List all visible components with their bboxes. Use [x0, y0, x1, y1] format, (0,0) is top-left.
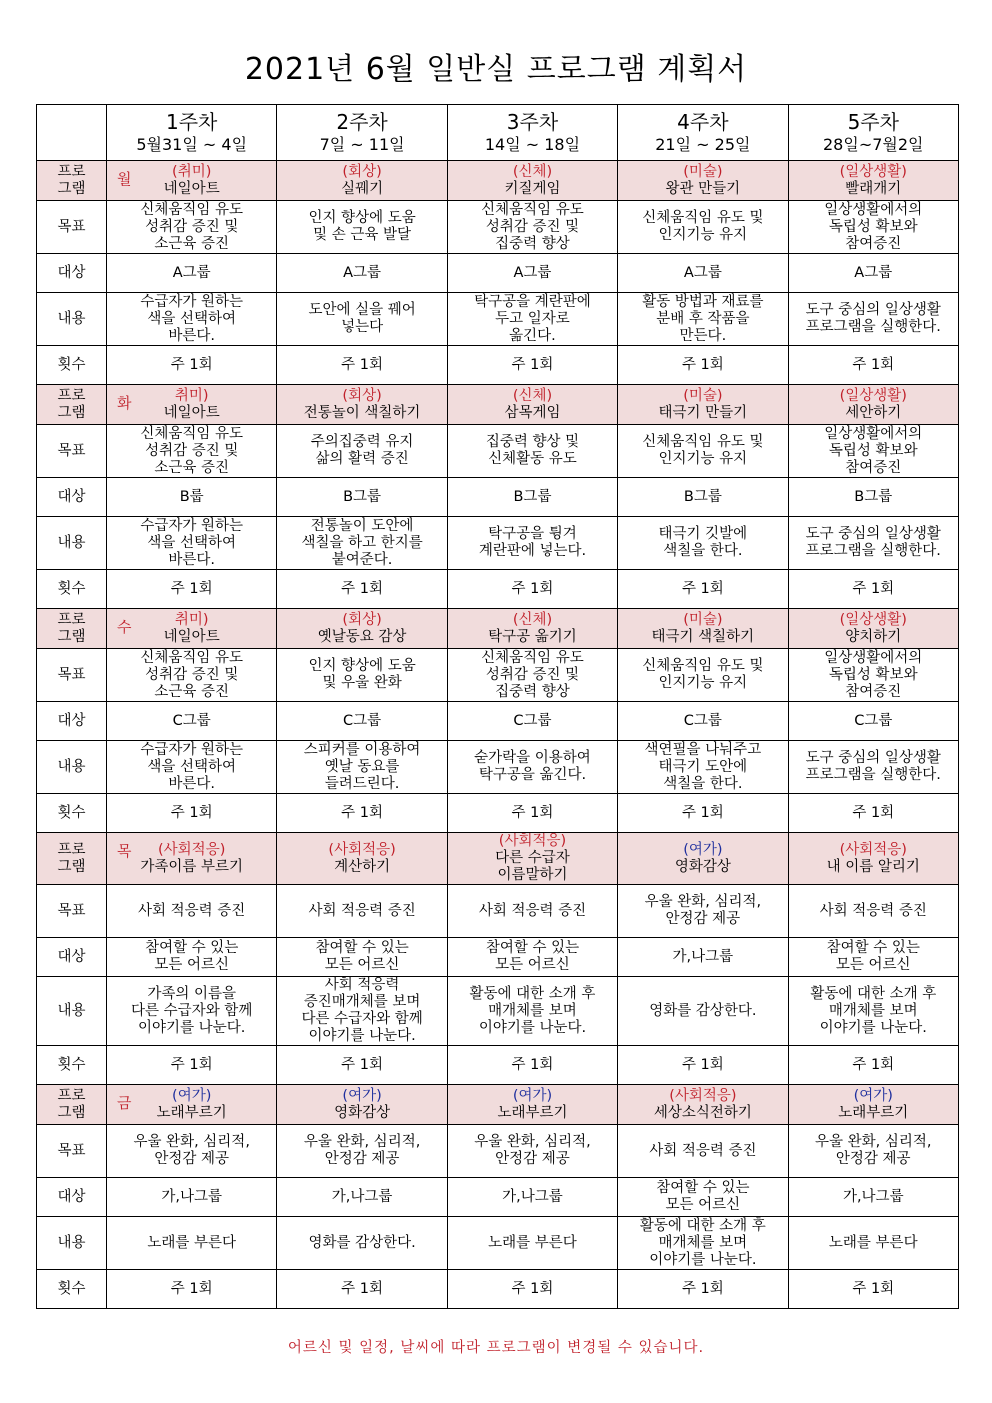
row-label-target: 대상 [37, 478, 107, 517]
program-name: 노래부르기 [497, 1104, 568, 1121]
week-label: 4주차 [677, 109, 729, 134]
program-name: 세안하기 [845, 404, 902, 421]
goal-row [37, 885, 959, 938]
row-label-program: 프로 그램 [37, 1085, 107, 1125]
content-cell: 도구 중심의 일상생활 프로그램을 실행한다. [788, 741, 958, 794]
count-cell: 주 1회 [618, 570, 788, 609]
target-cell: 가,나그룹 [447, 1178, 617, 1217]
goal-cell: 신체움직임 유도 성취감 증진 및 소근육 증진 [107, 425, 277, 478]
target-row [37, 478, 959, 517]
program-cell [618, 833, 788, 885]
week-header [618, 105, 788, 161]
program-category: (사회적응) [669, 1087, 737, 1104]
row-label-content: 내용 [37, 517, 107, 570]
week-header [107, 105, 277, 161]
row-label-goal: 목표 [37, 885, 107, 938]
program-category: 취미) [174, 387, 209, 404]
program-category: (신체) [512, 611, 553, 628]
count-row [37, 1270, 959, 1309]
program-name: 태극기 색칠하기 [651, 628, 755, 645]
program-row [37, 161, 959, 201]
goal-cell: 우울 완화, 심리적, 안정감 제공 [618, 885, 788, 938]
program-cell [618, 385, 788, 425]
week-dates: 7일 ~ 11일 [319, 134, 405, 154]
program-category: (여가) [853, 1087, 893, 1104]
page-title: 2021년 6월 일반실 프로그램 계획서 [244, 52, 748, 87]
target-cell: C그룹 [447, 702, 617, 741]
target-row [37, 1178, 959, 1217]
program-cell [107, 833, 277, 885]
row-label-goal: 목표 [37, 1125, 107, 1178]
row-label-count: 횟수 [37, 346, 107, 385]
row-label-program: 프로 그램 [37, 385, 107, 425]
goal-cell: 인지 향상에 도움 및 우울 완화 [277, 649, 447, 702]
goal-cell: 신체움직임 유도 및 인지기능 유지 [618, 201, 788, 254]
goal-cell: 사회 적응력 증진 [277, 885, 447, 938]
count-cell: 주 1회 [277, 570, 447, 609]
program-cell [107, 385, 277, 425]
program-cell [788, 1085, 958, 1125]
program-name: 전통놀이 색칠하기 [303, 404, 421, 421]
goal-cell: 일상생활에서의 독립성 확보와 참여증진 [788, 425, 958, 478]
row-label-program: 프로 그램 [37, 609, 107, 649]
count-cell: 주 1회 [277, 794, 447, 833]
goal-cell: 우울 완화, 심리적, 안정감 제공 [788, 1125, 958, 1178]
content-cell: 수급자가 원하는 색을 선택하여 바른다. [107, 293, 277, 346]
program-category: 취미) [174, 611, 209, 628]
day-label: 화 [117, 394, 132, 412]
program-name: 가족이름 부르기 [140, 858, 244, 875]
content-cell: 수급자가 원하는 색을 선택하여 바른다. [107, 517, 277, 570]
target-cell: 가,나그룹 [107, 1178, 277, 1217]
program-cell [788, 385, 958, 425]
program-name: 태극기 만들기 [658, 404, 748, 421]
content-cell: 활동에 대한 소개 후 매개체를 보며 이야기를 나눈다. [788, 977, 958, 1046]
week-header [277, 105, 447, 161]
goal-row [37, 425, 959, 478]
count-cell: 주 1회 [788, 1046, 958, 1085]
goal-cell: 신체움직임 유도 성취감 증진 및 소근육 증진 [107, 201, 277, 254]
count-cell: 주 1회 [447, 794, 617, 833]
program-cell [618, 161, 788, 201]
row-label-target: 대상 [37, 1178, 107, 1217]
content-cell: 탁구공을 튕겨 계란판에 넣는다. [447, 517, 617, 570]
program-cell [618, 609, 788, 649]
program-cell [447, 609, 617, 649]
content-cell: 탁구공을 계란판에 두고 일자로 옮긴다. [447, 293, 617, 346]
target-cell: 참여할 수 있는 모든 어르신 [618, 1178, 788, 1217]
count-cell: 주 1회 [277, 346, 447, 385]
row-label-goal: 목표 [37, 201, 107, 254]
row-label-program: 프로 그램 [37, 161, 107, 201]
row-label-count: 횟수 [37, 1046, 107, 1085]
program-category: (신체) [512, 387, 553, 404]
program-category: (미술) [683, 163, 723, 180]
program-cell [277, 1085, 447, 1125]
target-cell: C그룹 [788, 702, 958, 741]
content-cell: 노래를 부른다 [447, 1217, 617, 1270]
count-cell: 주 1회 [107, 1046, 277, 1085]
goal-cell: 사회 적응력 증진 [107, 885, 277, 938]
content-row [37, 517, 959, 570]
content-cell: 노래를 부른다 [107, 1217, 277, 1270]
program-cell [447, 385, 617, 425]
goal-cell: 신체움직임 유도 및 인지기능 유지 [618, 425, 788, 478]
program-category: (여가) [172, 1087, 212, 1104]
goal-cell: 신체움직임 유도 성취감 증진 및 집중력 향상 [447, 201, 617, 254]
goal-cell: 인지 향상에 도움 및 손 근육 발달 [277, 201, 447, 254]
program-name: 다른 수급자 이름말하기 [495, 850, 570, 883]
goal-row [37, 649, 959, 702]
content-row [37, 1217, 959, 1270]
content-cell: 색연필을 나눠주고 태극기 도안에 색칠을 한다. [618, 741, 788, 794]
program-category: (미술) [683, 387, 723, 404]
target-cell: C그룹 [618, 702, 788, 741]
week-label: 1주차 [166, 109, 218, 134]
target-cell: B그룹 [277, 478, 447, 517]
day-label: 금 [117, 1094, 132, 1112]
footnote: 어르신 및 일정, 날씨에 따라 프로그램이 변경될 수 있습니다. [287, 1340, 705, 1356]
row-label-target: 대상 [37, 702, 107, 741]
program-cell [277, 161, 447, 201]
program-cell [107, 161, 277, 201]
day-label: 월 [117, 170, 132, 188]
program-name: 네일아트 [163, 180, 220, 197]
program-category: (신체) [512, 163, 553, 180]
program-category: (취미) [172, 163, 212, 180]
content-cell: 스피커를 이용하여 옛날 동요를 들려드린다. [277, 741, 447, 794]
count-cell: 주 1회 [107, 1270, 277, 1309]
week-header [447, 105, 617, 161]
program-cell [447, 1085, 617, 1125]
week-dates: 28일~7월2일 [823, 134, 924, 154]
goal-row [37, 1125, 959, 1178]
content-cell: 노래를 부른다 [788, 1217, 958, 1270]
goal-cell: 우울 완화, 심리적, 안정감 제공 [447, 1125, 617, 1178]
program-name: 노래부르기 [838, 1104, 909, 1121]
count-row [37, 346, 959, 385]
program-name: 빨래개기 [845, 180, 902, 197]
goal-cell: 주의집중력 유지 삶의 활력 증진 [277, 425, 447, 478]
target-row [37, 702, 959, 741]
count-cell: 주 1회 [107, 794, 277, 833]
content-cell: 도구 중심의 일상생활 프로그램을 실행한다. [788, 517, 958, 570]
content-row [37, 293, 959, 346]
program-cell [447, 161, 617, 201]
count-row [37, 1046, 959, 1085]
corner-cell [37, 105, 107, 161]
target-cell: B룹 [107, 478, 277, 517]
count-cell: 주 1회 [447, 1046, 617, 1085]
target-cell: A그룹 [107, 254, 277, 293]
row-label-count: 횟수 [37, 794, 107, 833]
program-name: 옛날동요 감상 [317, 628, 407, 645]
count-cell: 주 1회 [447, 346, 617, 385]
target-cell: B그룹 [788, 478, 958, 517]
week-label: 3주차 [506, 109, 559, 134]
week-dates: 21일 ~ 25일 [655, 134, 751, 154]
program-category: (일상생활) [839, 611, 907, 628]
program-category: (여가) [342, 1087, 382, 1104]
content-cell: 수급자가 원하는 색을 선택하여 바른다. [107, 741, 277, 794]
row-label-content: 내용 [37, 293, 107, 346]
program-category: (일상생활) [839, 163, 907, 180]
count-cell: 주 1회 [447, 1270, 617, 1309]
target-cell: B그룹 [618, 478, 788, 517]
program-category: (일상생활) [839, 387, 907, 404]
goal-cell: 우울 완화, 심리적, 안정감 제공 [107, 1125, 277, 1178]
count-cell: 주 1회 [618, 346, 788, 385]
content-cell: 가족의 이름을 다른 수급자와 함께 이야기를 나눈다. [107, 977, 277, 1046]
count-cell: 주 1회 [447, 570, 617, 609]
count-cell: 주 1회 [618, 1046, 788, 1085]
target-cell: 가,나그룹 [277, 1178, 447, 1217]
count-row [37, 794, 959, 833]
week-label: 5주차 [847, 109, 899, 134]
count-row [37, 570, 959, 609]
program-category: (사회적응) [498, 833, 567, 849]
program-name: 키질게임 [504, 180, 561, 197]
program-row [37, 609, 959, 649]
week-dates: 14일 ~ 18일 [484, 134, 581, 154]
target-cell: 참여할 수 있는 모든 어르신 [277, 938, 447, 977]
row-label-content: 내용 [37, 1217, 107, 1270]
program-cell [788, 833, 958, 885]
content-cell: 도구 중심의 일상생활 프로그램을 실행한다. [788, 293, 958, 346]
content-cell: 전통놀이 도안에 색칠을 하고 한지를 붙여준다. [277, 517, 447, 570]
target-cell: C그룹 [107, 702, 277, 741]
program-category: (사회적응) [158, 841, 226, 858]
program-category: (회상) [342, 163, 382, 180]
program-name: 삼목게임 [504, 404, 561, 421]
content-cell: 활동에 대한 소개 후 매개체를 보며 이야기를 나눈다. [447, 977, 617, 1046]
program-name: 영화감상 [334, 1104, 391, 1121]
row-label-count: 횟수 [37, 1270, 107, 1309]
row-label-goal: 목표 [37, 649, 107, 702]
target-cell: A그룹 [277, 254, 447, 293]
goal-cell: 사회 적응력 증진 [618, 1125, 788, 1178]
count-cell: 주 1회 [618, 794, 788, 833]
target-cell: 참여할 수 있는 모든 어르신 [107, 938, 277, 977]
target-cell: A그룹 [788, 254, 958, 293]
program-cell [277, 833, 447, 885]
content-cell: 활동에 대한 소개 후 매개체를 보며 이야기를 나눈다. [618, 1217, 788, 1270]
program-name: 탁구공 옮기기 [488, 628, 577, 645]
program-category: (사회적응) [839, 841, 907, 858]
goal-cell: 신체움직임 유도 성취감 증진 및 집중력 향상 [447, 649, 617, 702]
week-label: 2주차 [336, 109, 388, 134]
row-label-target: 대상 [37, 254, 107, 293]
row-label-content: 내용 [37, 741, 107, 794]
program-name: 영화감상 [674, 858, 731, 875]
target-row [37, 938, 959, 977]
program-cell [107, 1085, 277, 1125]
program-name: 왕관 만들기 [665, 180, 741, 197]
program-cell [447, 833, 617, 885]
target-cell: 참여할 수 있는 모든 어르신 [447, 938, 617, 977]
row-label-count: 횟수 [37, 570, 107, 609]
content-row [37, 741, 959, 794]
program-row [37, 1085, 959, 1125]
program-category: (사회적응) [328, 841, 396, 858]
program-category: (미술) [683, 611, 723, 628]
program-category: (여가) [683, 841, 723, 858]
program-name: 노래부르기 [156, 1104, 227, 1121]
day-label: 수 [117, 618, 132, 636]
goal-cell: 사회 적응력 증진 [447, 885, 617, 938]
program-category: (여가) [512, 1087, 553, 1104]
program-row [37, 385, 959, 425]
week-dates: 5월31일 ~ 4일 [136, 134, 248, 154]
program-row [37, 833, 959, 885]
count-cell: 주 1회 [277, 1270, 447, 1309]
program-cell [277, 385, 447, 425]
program-name: 네일아트 [163, 628, 220, 645]
goal-cell: 신체움직임 유도 및 인지기능 유지 [618, 649, 788, 702]
target-cell: 가,나그룹 [788, 1178, 958, 1217]
row-label-program: 프로 그램 [37, 833, 107, 885]
program-name: 네일아트 [163, 404, 220, 421]
content-cell: 숟가락을 이용하여 탁구공을 옮긴다. [447, 741, 617, 794]
goal-row [37, 201, 959, 254]
row-label-target: 대상 [37, 938, 107, 977]
week-header-row [37, 105, 959, 161]
program-cell [788, 161, 958, 201]
program-cell [277, 609, 447, 649]
content-row [37, 977, 959, 1046]
program-cell [107, 609, 277, 649]
program-plan-table [36, 104, 959, 1309]
target-cell: A그룹 [618, 254, 788, 293]
row-label-goal: 목표 [37, 425, 107, 478]
count-cell: 주 1회 [107, 346, 277, 385]
program-cell [618, 1085, 788, 1125]
goal-cell: 일상생활에서의 독립성 확보와 참여증진 [788, 649, 958, 702]
count-cell: 주 1회 [788, 346, 958, 385]
content-cell: 사회 적응력 증진매개체를 보며 다른 수급자와 함께 이야기를 나눈다. [277, 977, 447, 1046]
program-name: 세상소식전하기 [653, 1104, 752, 1121]
count-cell: 주 1회 [277, 1046, 447, 1085]
count-cell: 주 1회 [788, 1270, 958, 1309]
goal-cell: 우울 완화, 심리적, 안정감 제공 [277, 1125, 447, 1178]
goal-cell: 사회 적응력 증진 [788, 885, 958, 938]
program-name: 내 이름 알리기 [826, 858, 920, 875]
content-cell: 영화를 감상한다. [618, 977, 788, 1046]
target-cell: 참여할 수 있는 모든 어르신 [788, 938, 958, 977]
row-label-content: 내용 [37, 977, 107, 1046]
content-cell: 도안에 실을 꿰어 넣는다 [277, 293, 447, 346]
goal-cell: 집중력 향상 및 신체활동 유도 [447, 425, 617, 478]
target-cell: B그룹 [447, 478, 617, 517]
program-name: 양치하기 [845, 628, 902, 645]
content-cell: 태극기 깃발에 색칠을 한다. [618, 517, 788, 570]
program-name: 실꿰기 [341, 180, 384, 197]
count-cell: 주 1회 [618, 1270, 788, 1309]
plan-body [37, 161, 959, 1309]
day-label: 목 [117, 842, 132, 860]
week-header [788, 105, 958, 161]
target-row [37, 254, 959, 293]
target-cell: A그룹 [447, 254, 617, 293]
program-category: (회상) [342, 387, 382, 404]
program-name: 계산하기 [334, 858, 391, 875]
program-cell [788, 609, 958, 649]
count-cell: 주 1회 [107, 570, 277, 609]
content-cell: 활동 방법과 재료를 분배 후 작품을 만든다. [618, 293, 788, 346]
target-cell: C그룹 [277, 702, 447, 741]
count-cell: 주 1회 [788, 570, 958, 609]
count-cell: 주 1회 [788, 794, 958, 833]
goal-cell: 신체움직임 유도 성취감 증진 및 소근육 증진 [107, 649, 277, 702]
content-cell: 영화를 감상한다. [277, 1217, 447, 1270]
goal-cell: 일상생활에서의 독립성 확보와 참여증진 [788, 201, 958, 254]
program-category: (회상) [342, 611, 382, 628]
target-cell: 가,나그룹 [618, 938, 788, 977]
